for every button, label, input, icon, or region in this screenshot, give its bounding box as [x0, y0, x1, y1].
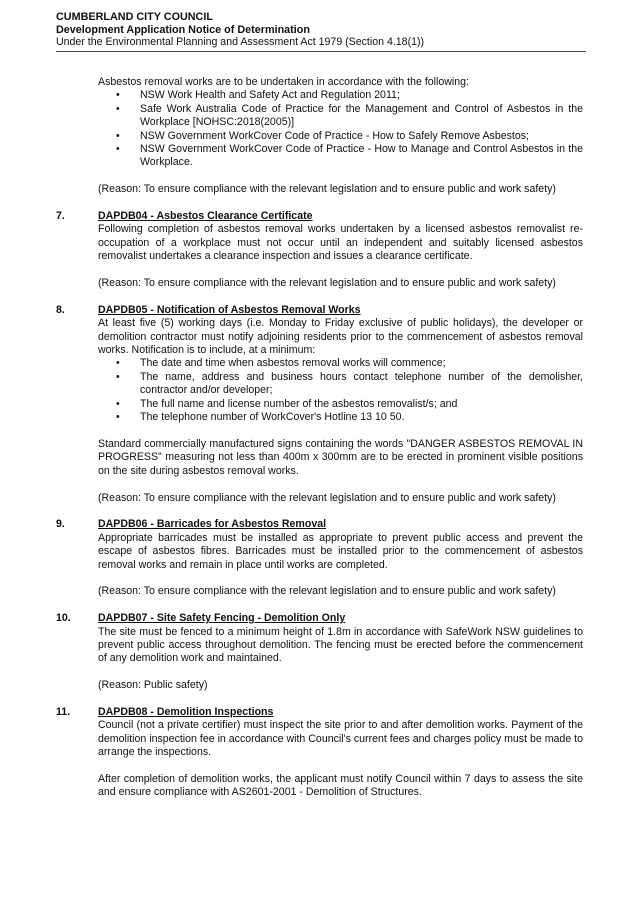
intro-reason: (Reason: To ensure compliance with the relevant legislation and to ensure public and work safety)	[98, 183, 556, 196]
header-divider	[56, 51, 586, 52]
intro-lead: Asbestos removal works are to be undertaken in accordance with the following:	[98, 76, 469, 88]
condition-reason: (Reason: To ensure compliance with the relevant legislation and to ensure public and work safety)	[98, 491, 556, 504]
condition-text-signage: Standard commercially manufactured signs containing the words "DANGER ASBESTOS REMOVAL IN PROGRESS" measuring not less than 400m x 300mm are to be erected in prominent visible positions on the site during asbestos removal works.	[98, 437, 583, 477]
condition-title: DAPDB06 - Barricades for Asbestos Removal	[98, 518, 327, 531]
condition-reason: (Reason: To ensure compliance with the relevant legislation and to ensure public and work safety)	[98, 277, 556, 290]
document-title: Development Application Notice of Determination	[56, 23, 310, 36]
document-body	[56, 76, 583, 800]
condition-title: DAPDB05 - Notification of Asbestos Removal Works	[98, 303, 361, 316]
condition-number: 10.	[56, 612, 71, 625]
condition-reason: (Reason: To ensure compliance with the relevant legislation and to ensure public and work safety)	[98, 585, 556, 598]
condition-number: 8.	[56, 303, 65, 316]
council-name: CUMBERLAND CITY COUNCIL	[56, 11, 213, 23]
intro-block	[98, 76, 583, 197]
condition-title: DAPDB07 - Site Safety Fencing - Demolition Only	[98, 612, 346, 625]
condition-reason: (Reason: Public safety)	[98, 679, 208, 692]
list-item: • NSW Government WorkCover Code of Practice - How to Manage and Control Asbestos in the Workplace.	[98, 143, 583, 170]
condition-text: The site must be fenced to a minimum height of 1.8m in accordance with SafeWork NSW guidelines to prevent public access throughout demolition. The fencing must be erected before the commencement of any demolition work and maintained.	[98, 625, 583, 665]
list-item: • NSW Work Health and Safety Act and Regulation 2011;	[98, 89, 583, 102]
intro-bullet-list	[98, 89, 583, 169]
condition-number: 9.	[56, 518, 65, 531]
notification-bullet-list	[98, 357, 583, 424]
condition-text-followup: After completion of demolition works, the applicant must notify Council within 7 days to assess the site and ensure compliance with AS2601-2001 - Demolition of Structures.	[98, 772, 583, 799]
list-item: • NSW Government WorkCover Code of Practice - How to Safely Remove Asbestos;	[98, 130, 583, 143]
condition-11	[56, 706, 583, 800]
condition-title: DAPDB04 - Asbestos Clearance Certificate	[98, 210, 313, 223]
condition-number: 7.	[56, 210, 65, 223]
condition-title: DAPDB08 - Demolition Inspections	[98, 705, 274, 718]
list-item: • Safe Work Australia Code of Practice for the Management and Control of Asbestos in the Workplace [NOHSC:2018(2005)]	[98, 103, 583, 130]
condition-text: Council (not a private certifier) must inspect the site prior to and after demolition works. Payment of the demolition inspection fee in accordance with Council's current fees and charges policy must be made to arrange the inspections.	[98, 719, 583, 759]
legislation-reference: Under the Environmental Planning and Assessment Act 1979 (Section 4.18(1))	[56, 36, 425, 49]
list-item: • The name, address and business hours contact telephone number of the demolisher, contractor and/or developer;	[98, 371, 583, 398]
condition-8	[56, 304, 583, 505]
list-item: • The full name and license number of the asbestos removalist/s; and	[98, 398, 583, 411]
list-item: • The telephone number of WorkCover's Hotline 13 10 50.	[98, 411, 583, 424]
condition-7	[56, 210, 583, 290]
condition-9	[56, 518, 583, 598]
condition-number: 11.	[56, 705, 71, 718]
condition-text: Following completion of asbestos removal works undertaken by a licensed asbestos removalist re-occupation of a workplace must not occur until an independent and suitably licensed asbestos removalist undertakes a clearance inspection and issues a clearance certificate.	[98, 223, 583, 263]
condition-10	[56, 612, 583, 692]
condition-text: At least five (5) working days (i.e. Monday to Friday exclusive of public holidays), the developer or demolition contractor must notify adjoining residents prior to the commencement of asbestos removal works. Notification is to include, at a minimum:	[98, 317, 583, 357]
condition-text: Appropriate barricades must be installed as appropriate to prevent public access and prevent the escape of asbestos fibres. Barricades must be installed prior to the commencement of asbestos removal works and remain in place until works are completed.	[98, 531, 583, 571]
list-item: • The date and time when asbestos removal works will commence;	[98, 357, 583, 370]
document-header	[56, 11, 586, 49]
